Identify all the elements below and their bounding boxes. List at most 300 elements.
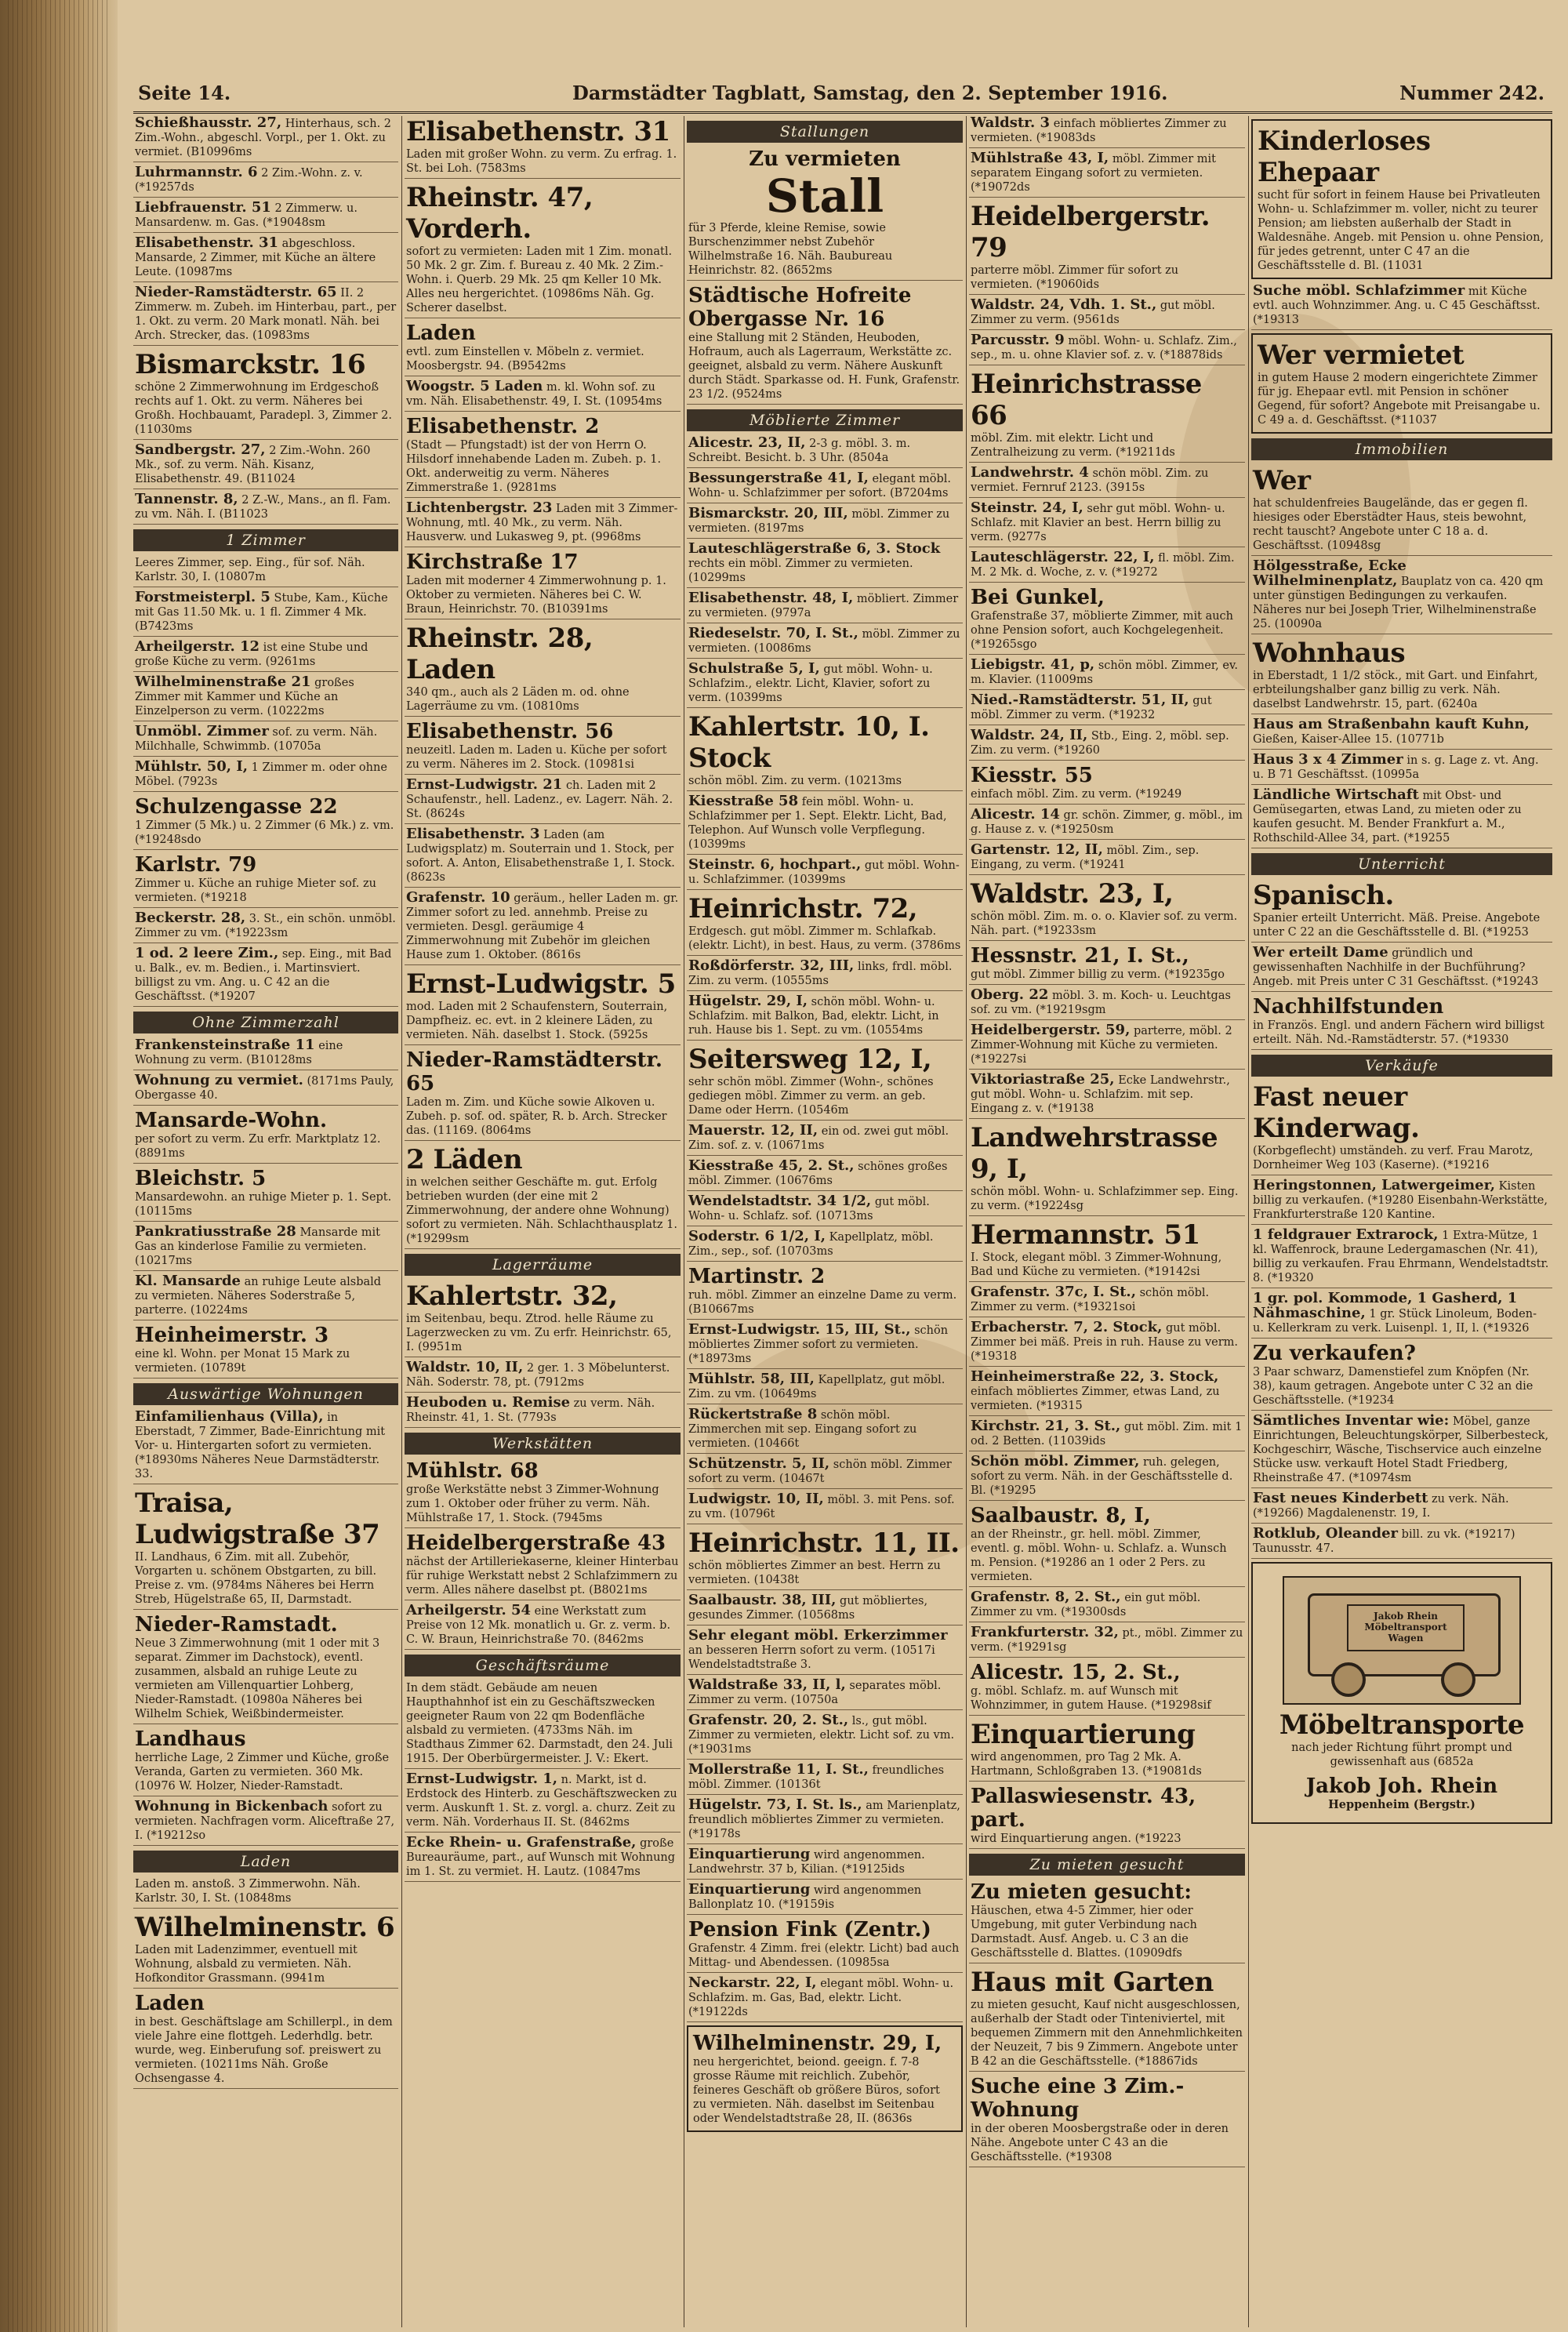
classified-ad	[133, 725, 398, 757]
ad-headline: Sehr elegant möbl. Erkerzimmer	[688, 1627, 948, 1644]
ad-headline: Alicestr. 15, 2. St.,	[971, 1661, 1181, 1684]
ad-headline: Waldstraße 33, II, l,	[688, 1676, 846, 1693]
ad-body: Ecke Landwehrstr., gut möbl. Wohn- u. Schlafzim. mit sep. Eingang z. v. (*19138	[971, 1074, 1230, 1115]
ad-body: schön möbl. Wohn- u. Schlafzim. mit Balkon, Bad, elektr. Licht, in ruh. Hause bis 1. Sept. zu vm. (10554ms	[688, 996, 939, 1037]
ad-body: gründlich und gewissenhaften Nachhilfe in der Buchführung? Angeb. mit Preis unter C 31 Geschäftsst. (*19243	[1253, 947, 1539, 988]
ad-headline: Kiesstr. 55	[971, 764, 1093, 787]
ad-headline: Mühlstr. 50, I,	[135, 758, 249, 775]
ad-headline: Parcusstr. 9	[971, 332, 1065, 348]
ad-headline: Kahlertstr. 10, I. Stock	[688, 711, 930, 774]
classified-ad	[969, 1073, 1245, 1119]
ad-headline: Wendelstadtstr. 34 1/2,	[688, 1193, 872, 1209]
ad-headline: Oberg. 22	[971, 986, 1049, 1003]
ad-body: gr. schön. Zimmer, g. möbl., im g. Hause z. v. (*19250sm	[971, 809, 1243, 836]
classified-ad	[133, 285, 398, 346]
classified-ad	[687, 591, 963, 623]
ad-body: 2 Zimmerw. u. Mansardenw. m. Gas. (*19048sm	[135, 202, 358, 229]
classified-ad	[969, 1719, 1245, 1782]
ad-text: neu hergerichtet, beiond. geeign. f.	[693, 2056, 898, 2069]
ad-headline: Mansarde-Wohn.	[135, 1109, 328, 1132]
classified-ad	[1251, 788, 1552, 848]
ad-body: geräum., heller Laden m. gr. Zimmer sofort zu led. annehmb. Preise zu vermieten. Desgl. geräumige 4 Zimmerwohnung mit Zubehör im gleichen Hause zum 1. Oktober. (8616s	[406, 892, 679, 961]
classified-ad	[133, 1877, 398, 1909]
ad-headline: 1 feldgrauer Extrarock,	[1253, 1226, 1439, 1243]
ad-headline: Bismarckstr. 16	[135, 349, 366, 380]
ad-body: 2-3 g. möbl. 3. m. Schreibt. Besicht. b. 3 Uhr. (8504a	[688, 438, 911, 464]
ad-headline: Frankensteinstraße 11	[135, 1037, 315, 1053]
classified-ad	[687, 436, 963, 468]
classified-ad	[687, 994, 963, 1041]
ad-headline: Beckerstr. 28,	[135, 910, 246, 926]
classified-ad	[1251, 1081, 1552, 1175]
classified-ad	[687, 1527, 963, 1590]
ad-body: schönes großes möbl. Zimmer. (10676ms	[688, 1161, 948, 1187]
ad-headline: Elisabethenstr. 31	[135, 234, 279, 251]
ad-body: mod. Laden mit 2 Schaufenstern, Souterrain, Dampfheiz. ec. evt. in 2 kleinere Läden, zu vermieten. Näh. daselbst 1. Stock. (5925s	[406, 1001, 668, 1041]
classified-ad	[1251, 333, 1552, 434]
ad-body: am Marienplatz, freundlich möbliertes Zimmer zu vermieten. (*19178s	[688, 1800, 960, 1840]
classified-ad	[687, 1044, 963, 1121]
ad-headline: Heidelbergerstr. 59,	[971, 1022, 1131, 1038]
ad-headline: Hessnstr. 21, I. St.,	[971, 944, 1189, 968]
ad-headline: Haus am Straßenbahn kauft Kuhn,	[1253, 716, 1530, 732]
ad-headline: Einquartierung	[971, 1719, 1196, 1750]
classified-ad	[405, 1836, 681, 1882]
moebel-title: Möbeltransporte	[1279, 1709, 1525, 1741]
ad-headline: Wilhelminenstr. 6	[135, 1912, 395, 1943]
classified-ad	[405, 778, 681, 824]
classified-ad	[969, 658, 1245, 690]
ad-body: wird angenommen, pro Tag 2 Mk. A. Hartmann, Schloßgraben 13. (*19081ds	[971, 1751, 1202, 1778]
section-heading: Ohne Zimmerzahl	[133, 1012, 398, 1033]
ad-body: in Eberstadt, 7 Zimmer, Bade-Einrichtung mit Vor- u. Hintergarten sofort zu vermieten. (*18930ms Näheres Neue Darmstädterstr. 33.	[135, 1411, 386, 1480]
ad-headline: Einfamilienhaus (Villa),	[135, 1408, 324, 1425]
ad-body: eine Wohnung zu verm. (B10128ms	[135, 1040, 343, 1066]
ad-headline: Fast neues Kinderbett	[1253, 1490, 1428, 1506]
ad-headline: Kirchstr. 21, 3. St.,	[971, 1418, 1121, 1434]
ad-body: separates möbl. Zimmer zu verm. (10750a	[688, 1680, 942, 1706]
wagon-wheel	[1331, 1662, 1366, 1697]
classified-ad	[405, 116, 681, 179]
classified-ad	[133, 1274, 398, 1320]
classified-ad	[133, 1410, 398, 1484]
ad-body: eine kl. Wohn. per Monat 15 Mark zu vermieten. (10789t	[135, 1348, 350, 1375]
ad-headline: 1 gr. pol. Kommode, 1 Gasherd, 1 Nähmaschine,	[1253, 1290, 1518, 1321]
ad-body: Laden mit großer Wohn. zu verm. Zu erfrag. 1. St. bei Loh. (7583ms	[406, 148, 677, 175]
ad-body: Möbel, ganze Einrichtungen, Beleuchtungskörper, Silberbesteck, Kochgeschirr, Wäsche, Tischservice auch einzelne Stücke usw. verkauft Hotel Stadt Friedberg, Rheinstraße 47. (*10974sm	[1253, 1415, 1549, 1484]
ad-headline: Kinderloses Ehepaar	[1258, 125, 1431, 188]
ad-body: Laden m. Zim. und Küche sowie Alkoven u. Zubeh. p. sof. od. später, R. b. Arch. Strecker das. (11169. (8064ms	[406, 1096, 667, 1137]
classified-ad	[969, 764, 1245, 805]
ad-body: ruh. gelegen, sofort zu verm. Näh. in der Geschäftsstelle d. Bl. (*19295	[971, 1456, 1233, 1497]
ad-body: 2 Zim.-Wohn. z. v. (*19257ds	[135, 167, 363, 194]
ad-body: in welchen seither Geschäfte m. gut. Erfolg betrieben wurden (der eine mit 2 Zimmerwohnung, der andere ohne Wohnung) sofort zu vermieten. Näh. Schlachthausplatz 1. (*19299sm	[406, 1176, 677, 1245]
ad-body: II. 2 Zimmerw. m. Zubeh. im Hinterbau, part., per 1. Okt. zu verm. 20 Mark monatl. Näh. bei Arch. Strecker, das. (10983ms	[135, 287, 397, 342]
ad-body: eine Werkstatt zum Preise von 12 Mk. monatlich u. Gr. z. verm. b. C. W. Braun, Heinrichstraße 70. (8462ms	[406, 1605, 671, 1646]
classified-ad	[405, 380, 681, 412]
ad-headline: Alicestr. 14	[971, 806, 1060, 823]
ad-headline: Heidelbergerstr. 79	[971, 201, 1210, 263]
classified-ad	[1251, 1491, 1552, 1524]
classified-ad	[687, 711, 963, 791]
classified-ad	[1251, 717, 1552, 750]
ad-side: 7-8 grosse Räume mit reichlich. Zubehör, feineres Geschäft ob größere Büros, sofort zu vermieten. Näh. daselbst im Seitenbau oder Wendelstadtstraße 28, II. (8636s	[693, 2056, 940, 2125]
ad-body: sofort zu vermieten. Nachfragen vorm. Aliceftraße 27, I. (*19212so	[135, 1801, 395, 1842]
ad-body: schön möbl. Zimmer, ev. m. Klavier. (11009ms	[971, 659, 1239, 686]
ad-headline: Elisabethenstr. 31	[406, 116, 670, 147]
ad-headline: Elisabethenstr. 48, I,	[688, 590, 854, 606]
classified-ad	[687, 1492, 963, 1524]
ad-headline: Zu mieten gesucht:	[971, 1880, 1192, 1904]
issue-number: Nummer 242.	[1399, 82, 1544, 104]
ad-body: in best. Geschäftslage am Schillerpl., in dem viele Jahre eine flottgeh. Lederhdlg. betr. wurde, weg. Einberufung sof. preiswert zu vermieten. (10211ms Näh. Große Ochsengasse 4.	[135, 2016, 393, 2085]
ad-body: 3 Paar schwarz, Damenstiefel zum Knöpfen (Nr. 38), kaum getragen. Angebote unter C 32 an die Geschäftsstelle. (*19234	[1253, 1366, 1534, 1407]
ad-body: m. kl. Wohn sof. zu vm. Näh. Elisabethenstr. 49, I. St. (10954ms	[406, 381, 662, 408]
ad-body: schön möbl. Zimmerchen mit sep. Eingang sofort zu vermieten. (10466t	[688, 1409, 917, 1450]
classified-ad	[687, 1976, 963, 2022]
ad-body: Laden m. anstoß. 3 Zimmerwohn. Näh. Karlstr. 30, I. St. (10848ms	[135, 1878, 361, 1905]
ad-body: 2 ger. 1. 3 Möbelunterst. Näh. Soderstr. 78, pt. (7912ms	[406, 1362, 670, 1389]
classified-ad	[687, 794, 963, 855]
wagon-wheel	[1441, 1662, 1475, 1697]
ad-body: möbl. 3. mit Pens. sof. zu vm. (10796t	[688, 1494, 955, 1520]
ad-body: 340 qm., auch als 2 Läden m. od. ohne Lagerräume zu vm. (10810ms	[406, 686, 630, 713]
ad-body: ein gut möbl. Zimmer zu vm. (*19300sds	[971, 1592, 1201, 1618]
ad-headline: Pankratiusstraße 28	[135, 1223, 296, 1240]
stall-heading: Zu vermieten	[749, 147, 901, 171]
ad-body: Laden mit moderner 4 Zimmerwohnung p. 1. Oktober zu vermieten. Näheres bei C. W. Braun, Heinrichstr. 70. (B10391ms	[406, 575, 666, 616]
classified-ad	[1251, 880, 1552, 943]
classified-ad	[1251, 995, 1552, 1050]
classified-ad	[687, 858, 963, 890]
classified-ad	[405, 827, 681, 888]
ad-headline: Rückertstraße 8	[688, 1406, 818, 1422]
ad-headline: Neckarstr. 22, I,	[688, 1974, 817, 1991]
classified-ad	[1251, 559, 1552, 634]
ad-body: 1 gr. Stück Linoleum, Boden- u. Kellerkram zu verk. Luisenpl. 1, II, l. (*19326	[1253, 1308, 1537, 1335]
classified-ad	[969, 1219, 1245, 1282]
ad-headline: Kl. Mansarde	[135, 1273, 241, 1289]
ad-headline: Ländliche Wirtschaft	[1253, 786, 1419, 803]
ad-body: möbl. Zimmer zu vermieten. (8197ms	[688, 508, 950, 535]
ad-body: I. Stock, elegant möbl. 3 Zimmer-Wohnung, Bad und Küche zu vermieten. (*19142si	[971, 1251, 1222, 1278]
ad-body: ls., gut möbl. Zimmer zu vermieten, elektr. Licht sof. zu vm. (*19031ms	[688, 1715, 955, 1756]
ad-body: schön möbliertes Zimmer an best. Herrn zu vermieten. (10438t	[688, 1560, 941, 1586]
ad-headline: Alicestr. 23, II,	[688, 434, 806, 451]
section-heading: Werkstätten	[405, 1433, 681, 1455]
ad-headline: Ernst-Ludwigstr. 1,	[406, 1771, 558, 1787]
ad-headline: Zu verkaufen?	[1253, 1342, 1416, 1365]
classified-ad	[405, 1280, 681, 1357]
ad-headline: Bismarckstr. 20, III,	[688, 505, 848, 521]
classified-ad	[1251, 1228, 1552, 1288]
ad-body: pt., möbl. Zimmer zu verm. (*19291sg	[971, 1627, 1243, 1654]
ad-body: rechts ein möbl. Zimmer zu vermieten. (10299ms	[688, 558, 913, 584]
classified-ad	[687, 1713, 963, 1760]
ad-body: an ruhige Leute alsbald zu vermieten. Näheres Soderstraße 5, parterre. (10224ms	[135, 1276, 382, 1317]
classified-ad	[405, 1681, 681, 1769]
ad-body: wird Einquartierung angen. (*19223	[971, 1833, 1181, 1845]
ad-body: mit Obst- und Gemüsegarten, etwas Land, zu mieten oder zu kaufen gesucht. M. Bender Frankfurt a. M., Rothschild-Allee 34, part. (*19255	[1253, 790, 1522, 845]
ad-body: schön möbl. Zim. zu verm. (10213ms	[688, 775, 902, 787]
ad-headline: Rheinstr. 28, Laden	[406, 623, 593, 685]
classified-ad	[133, 640, 398, 672]
classified-ad	[1251, 1179, 1552, 1225]
ad-headline: Waldstr. 24, Vdh. 1. St.,	[971, 296, 1157, 313]
classified-ad	[1251, 946, 1552, 992]
column-2	[405, 116, 681, 2327]
classified-ad	[969, 1320, 1245, 1367]
ad-headline: Ernst-Ludwigstr. 21	[406, 776, 563, 793]
classified-ad	[133, 443, 398, 489]
classified-ad	[405, 1604, 681, 1650]
ad-body: sofort zu vermieten: Laden mit 1 Zim. monatl. 50 Mk. 2 gr. Zim. f. Bureau z. 40 Mk. 2 Zim.-Wohn. i. Querb. 29 Mk. 25 qm Keller 10 Mk. Alles neu hergerichtet. (10986ms Näh. Gg. Scherer daselbst.	[406, 245, 673, 314]
ad-headline: Mühlstr. 68	[406, 1459, 539, 1483]
ad-body: Mansardewohn. an ruhige Mieter p. 1. Sept. (10115ms	[135, 1191, 392, 1218]
ad-headline: Wohnung zu vermiet.	[135, 1072, 303, 1088]
ad-headline: Waldstr. 3	[971, 116, 1051, 131]
ad-headline: Landwehrstrasse 9, I,	[971, 1122, 1218, 1185]
classified-ad	[133, 116, 398, 162]
ad-body: freundliches möbl. Zimmer. (10136t	[688, 1764, 945, 1791]
ad-body: gut möbl. Wohn- u. Schlafz. sof. (10713ms	[688, 1196, 930, 1222]
ad-body: evtl. zum Einstellen v. Möbeln z. vermiet. Moosbergstr. 94. (B9542ms	[406, 346, 644, 372]
classified-ad	[1251, 1342, 1552, 1411]
ad-headline: Waldstr. 10, II,	[406, 1359, 524, 1375]
ad-body: (8171ms Pauly, Obergasse 40.	[135, 1075, 394, 1102]
section-heading: Immobilien	[1251, 438, 1552, 460]
ad-body: große Werkstätte nebst 3 Zimmer-Wohnung zum 1. Oktober oder früher zu verm. Näh. Mühlstraße 17, 1. Stock. (7945ms	[406, 1484, 659, 1524]
section-heading: Geschäftsräume	[405, 1655, 681, 1676]
classified-ad	[133, 349, 398, 440]
ad-body: Kapellplatz, möbl. Zim., sep., sof. (10703ms	[688, 1231, 934, 1258]
ad-headline: Elisabethenstr. 2	[406, 415, 600, 438]
ad-body: sehr schön möbl. Zimmer (Wohn-, schönes gediegen möbl. Zimmer zu verm. an geb. Dame oder Herrn. (10546m	[688, 1076, 934, 1117]
ad-body: Neue 3 Zimmerwohnung (mit 1 oder mit 3 separat. Zimmer im Dachstock), eventl. zusammen, alsbald an ruhige Leute zu vermieten am Villenquartier Lohberg, Nieder-Ramstadt. (10980a Näheres bei Wilhelm Schiek, Weißbindermeister.	[135, 1637, 380, 1720]
ad-headline: Haus 3 x 4 Zimmer	[1253, 751, 1403, 768]
ad-headline: Riedeselstr. 70, I. St.,	[688, 625, 858, 641]
ad-headline: Ecke Rhein- u. Grafenstraße,	[406, 1834, 637, 1851]
classified-ad	[133, 1912, 398, 1989]
moebeltransport-ad	[1251, 1562, 1552, 1824]
ad-headline: Heinheimerstraße 22, 3. Stock,	[971, 1368, 1219, 1385]
ad-headline: Saalbaustr. 38, III,	[688, 1592, 837, 1608]
ad-body: herrliche Lage, 2 Zimmer und Küche, große Veranda, Garten zu vermieten. 360 Mk. (10976 W. Holzer, Nieder-Ramstadt.	[135, 1752, 390, 1793]
classified-ad	[969, 1880, 1245, 1963]
classified-ad	[405, 501, 681, 547]
ad-body: Hinterhaus, sch. 2 Zim.-Wohn., abgeschl. Vorpl., per 1. Okt. zu vermiet. (B10996ms	[135, 118, 392, 158]
classified-ad	[969, 116, 1245, 148]
section-heading: Verkäufe	[1251, 1055, 1552, 1077]
ad-headline: Grafenstr. 37c, I. St.,	[971, 1284, 1136, 1300]
ad-headline: Steinstr. 24, I,	[971, 499, 1083, 516]
classified-ad	[405, 1396, 681, 1428]
classified-ad	[133, 236, 398, 282]
ad-body: einfach möbliertes Zimmer zu vermieten. (*19083ds	[971, 118, 1227, 144]
ad-body: gut möbl. Zimmer bei mäß. Preis in ruh. Hause zu verm. (*19318	[971, 1322, 1239, 1363]
ad-headline: Laden	[135, 1992, 205, 2015]
classified-ad	[687, 1593, 963, 1625]
ad-body: Grafenstraße 37, möblierte Zimmer, mit auch ohne Pension sofort, auch Kochgelegenheit. (*19265sgo	[971, 610, 1234, 651]
classified-ad	[969, 1370, 1245, 1416]
classified-ad	[133, 1225, 398, 1271]
ad-headline: Luhrmannstr. 6	[135, 164, 258, 180]
ad-headline: Heidelbergerstraße 43	[406, 1531, 666, 1555]
ad-headline: Hügelstr. 29, I,	[688, 993, 808, 1009]
classified-ad	[133, 1613, 398, 1724]
classified-ad	[405, 1531, 681, 1600]
ad-body: in Französ. Engl. und andern Fächern wird billigst erteilt. Näh. Nd.-Ramstädterstr. 57. (*19330	[1253, 1019, 1544, 1046]
section-heading: Unterricht	[1251, 853, 1552, 875]
classified-ad	[133, 1324, 398, 1378]
classified-ad	[687, 1678, 963, 1710]
ad-headline: Wer vermietet	[1258, 340, 1465, 371]
ad-body: Bauplatz von ca. 420 qm unter günstigen Bedingungen zu verkaufen. Näheres nur bei Joseph Trier, Wilhelminenstraße 25. (10090a	[1253, 576, 1544, 630]
ad-body: Zimmer u. Küche an ruhige Mieter sof. zu vermieten. (*19218	[135, 877, 376, 904]
masthead: Darmstädter Tagblatt, Samstag, den 2. September 1916.	[572, 82, 1168, 104]
ad-body: Gießen, Kaiser-Allee 15. (10771b	[1253, 733, 1444, 746]
ad-headline: Grafenstr. 8, 2. St.,	[971, 1589, 1121, 1605]
ad-body: an besseren Herrn sofort zu verm. (10517i Wendelstadtstraße 3.	[688, 1644, 935, 1671]
ad-headline: Kahlertstr. 32,	[406, 1280, 618, 1312]
section-heading: Auswärtige Wohnungen	[133, 1383, 398, 1405]
page-number: Seite 14.	[138, 82, 231, 104]
classified-ad	[969, 1967, 1245, 2072]
ad-body: fein möbl. Wohn- u. Schlafzimmer per 1. Sept. Elektr. Licht, Bad, Telephon. Auf Wunsch volle Verpflegung. (10399ms	[688, 796, 947, 851]
classified-ad	[405, 1048, 681, 1141]
ad-body: Häuschen, etwa 4-5 Zimmer, hier oder Umgebung, mit guter Verbindung nach Darmstadt. Ausf. Angeb. u. C 3 an die Geschäftsstelle d. Blattes. (10909dfs	[971, 1905, 1197, 1960]
ad-body: 2 Z.-W., Mans., an fl. Fam. zu vm. Näh. I. (B11023	[135, 494, 391, 521]
ad-headline: Sämtliches Inventar wie:	[1253, 1412, 1450, 1429]
classified-ad	[969, 693, 1245, 725]
classified-ad	[969, 586, 1245, 655]
classified-ad	[969, 151, 1245, 198]
ad-headline: Tannenstr. 8,	[135, 491, 238, 507]
classified-ad	[969, 988, 1245, 1020]
ad-body: gut möbliertes, gesundes Zimmer. (10568ms	[688, 1595, 928, 1622]
ad-headline: Soderstr. 6 1/2, I,	[688, 1228, 826, 1244]
ad-body: in Eberstadt, 1 1/2 stöck., mit Gart. und Einfahrt, erbteilungshalber ganz billig zu verk. Näh. daselbst Landwehrstr. 15, part. (6240a	[1253, 670, 1538, 710]
ad-headline: Fast neuer Kinderwag.	[1253, 1081, 1420, 1144]
ad-body: gut möbl. Zimmer zu verm. (9561ds	[971, 300, 1215, 326]
ad-headline: Ludwigstr. 10, II,	[688, 1491, 824, 1507]
classified-ad	[405, 968, 681, 1045]
classified-ad	[405, 623, 681, 717]
ad-headline: Martinstr. 2	[688, 1265, 826, 1288]
ad-body: sep. Eing., mit Bad u. Balk., ev. m. Bedien., i. Martinsviert. billigst zu vm. Ang. u. C 42 an die Geschäftsst. (*19207	[135, 948, 392, 1003]
ad-headline: Wer erteilt Dame	[1253, 944, 1388, 961]
spine-page-edges	[8, 0, 110, 2332]
column-5	[1251, 116, 1552, 2327]
ad-body: schön möbl. Wohn- u. Schlafzimmer sep. Eing. zu verm. (*19224sg	[971, 1186, 1239, 1212]
classified-ad	[1251, 1527, 1552, 1559]
classified-ad	[969, 2075, 1245, 2167]
ad-body: großes Zimmer mit Kammer und Küche an Einzelperson zu verm. (10222ms	[135, 677, 354, 717]
ad-body: möbl. Zim. mit elektr. Licht und Zentralheizung zu verm. (*19211ds	[971, 432, 1175, 459]
classified-ad	[133, 1727, 398, 1796]
ad-body: g. möbl. Schlafz. m. auf Wunsch mit Wohnzimmer, in gutem Hause. (*19298sif	[971, 1685, 1211, 1712]
section-heading: Zu mieten gesucht	[969, 1854, 1245, 1876]
ad-body: an der Rheinstr., gr. hell. möbl. Zimmer, eventl. g. möbl. Wohn- u. Schlafz. a. Wunsch m. Pension. (*19286 an 1 oder 2 Pers. zu vermieten.	[971, 1528, 1227, 1583]
classified-ad	[405, 415, 681, 498]
classified-ad	[133, 911, 398, 943]
wagon-plate: Jakob Rhein Möbeltransport Wagen	[1347, 1604, 1465, 1651]
ad-headline: Haus mit Garten	[971, 1967, 1214, 1998]
ad-body: Erdgesch. gut möbl. Zimmer m. Schlafkab. (elektr. Licht), in best. Haus, zu verm. (3786ms	[688, 925, 961, 952]
ad-headline: Grafenstr. 20, 2. St.,	[688, 1712, 849, 1728]
ad-headline: Nieder-Ramstadt.	[135, 1613, 338, 1636]
classified-ad	[687, 1798, 963, 1844]
classified-ad	[969, 1122, 1245, 1216]
ad-headline: Schulzengasse 22	[135, 795, 338, 819]
classified-ad	[405, 550, 681, 619]
newspaper-sheet	[133, 78, 1552, 2332]
ad-body: 1 Zimmer m. oder ohne Möbel. (7923s	[135, 761, 387, 788]
ad-body: per sofort zu verm. Zu erfr. Marktplatz 12. (8891ms	[135, 1133, 381, 1160]
classified-ad	[969, 466, 1245, 498]
classified-ad	[1251, 284, 1552, 330]
ad-body: Laden mit 3 Zimmer-Wohnung, mtl. 40 Mk., zu verm. Näh. Hausverw. und Lukasweg 9, pt. (9968ms	[406, 503, 678, 543]
ad-headline: Schützenstr. 5, II,	[688, 1455, 830, 1472]
ad-body: (Korbgeflecht) umständeh. zu verf. Frau Marotz, Dornheimer Weg 103 (Kaserne). (*19216	[1253, 1145, 1534, 1171]
classified-ad	[687, 471, 963, 503]
ad-body: Leeres Zimmer, sep. Eing., für sof. Näh. Karlstr. 30, I. (10807m	[135, 557, 365, 583]
ad-headline: Seitersweg 12, I,	[688, 1044, 932, 1075]
classified-ad	[687, 1265, 963, 1320]
ad-body: gut möbl. Zim. mit 1 od. 2 Betten. (11039ids	[971, 1421, 1243, 1448]
section-heading: Stallungen	[687, 121, 963, 143]
classified-ad	[687, 1323, 963, 1369]
ad-body: gut möbl. Wohn- u. Schlafzim., elektr. Licht, Klavier, sofort zu verm. (10399ms	[688, 663, 933, 704]
ad-headline: Spanisch.	[1253, 880, 1394, 911]
ad-body: möbl. Zimmer mit separatem Eingang sofort zu vermieten. (*19072ds	[971, 153, 1216, 194]
classified-ad	[687, 1230, 963, 1262]
ad-headline: Arheilgerstr. 54	[406, 1602, 532, 1618]
ad-headline: Unmöbl. Zimmer	[135, 723, 269, 739]
classified-ad	[133, 1038, 398, 1070]
classified-ad	[969, 1419, 1245, 1451]
ad-headline: Nied.-Ramstädterstr. 51, II,	[971, 692, 1189, 708]
classified-ad	[969, 944, 1245, 985]
ad-body: Stb., Eing. 2, möbl. sep. Zim. zu verm. (*19260	[971, 730, 1229, 757]
classified-ad	[405, 891, 681, 965]
ad-body: wird angenommen. Landwehrstr. 37 b, Kilian. (*19125ids	[688, 1849, 925, 1876]
book-spine	[0, 0, 118, 2332]
classified-ad	[133, 1800, 398, 1846]
ad-headline: Pension Fink (Zentr.)	[688, 1918, 931, 1942]
classified-ad	[133, 795, 398, 850]
ad-body: in gutem Hause 2 modern eingerichtete Zimmer für jg. Ehepaar evtl. mit Pension in schöner Gegend, für sofort? Angebote mit Preisangabe u. C 49 a. d. Geschäftsst. (*11037	[1258, 372, 1541, 427]
classified-ad	[687, 959, 963, 991]
section-heading: Möblierte Zimmer	[687, 409, 963, 431]
classified-ad	[133, 492, 398, 525]
classified-ad	[687, 893, 963, 956]
moebel-name: Jakob Joh. Rhein	[1305, 1774, 1498, 1798]
ad-body: zu mieten gesucht, Kauf nicht ausgeschlossen, außerhalb der Stadt oder Tinteniviertel, mit bequemen Zimmern mit den Annehmlichkeiten der Neuzeit, 7 bis 9 Zimmern. Angebote unter B 42 an die Geschäftsstelle. (*18867ids	[971, 1999, 1243, 2068]
classified-ad	[1251, 753, 1552, 785]
ad-body: Spanier erteilt Unterricht. Mäß. Preise. Angebote unter C 22 an die Geschäftsstelle d. Bl. (*19253	[1253, 912, 1541, 939]
ad-headline: Gartenstr. 12, II,	[971, 841, 1103, 858]
classified-ad	[969, 728, 1245, 761]
ad-body: schön möbliertes Zimmer sofort zu vermieten. (*18973ms	[688, 1324, 949, 1365]
ad-body: wird angenommen Ballonplatz 10. (*19159is	[688, 1884, 922, 1911]
ad-body: ch. Laden mit 2 Schaufenstr., hell. Ladenz., ev. Lagerr. Näh. 2. St. (8624s	[406, 779, 673, 820]
column-4	[969, 116, 1245, 2327]
ad-body: Laden mit Ladenzimmer, eventuell mit Wohnung, alsbald zu vermieten. Näh. Hofkonditor Grassmann. (9941m	[135, 1944, 358, 1985]
ad-headline: Suche eine 3 Zim.-Wohnung	[971, 2075, 1185, 2122]
ad-headline: Saalbaustr. 8, I,	[971, 1504, 1151, 1527]
ad-headline: Einquartierung	[688, 1846, 811, 1862]
